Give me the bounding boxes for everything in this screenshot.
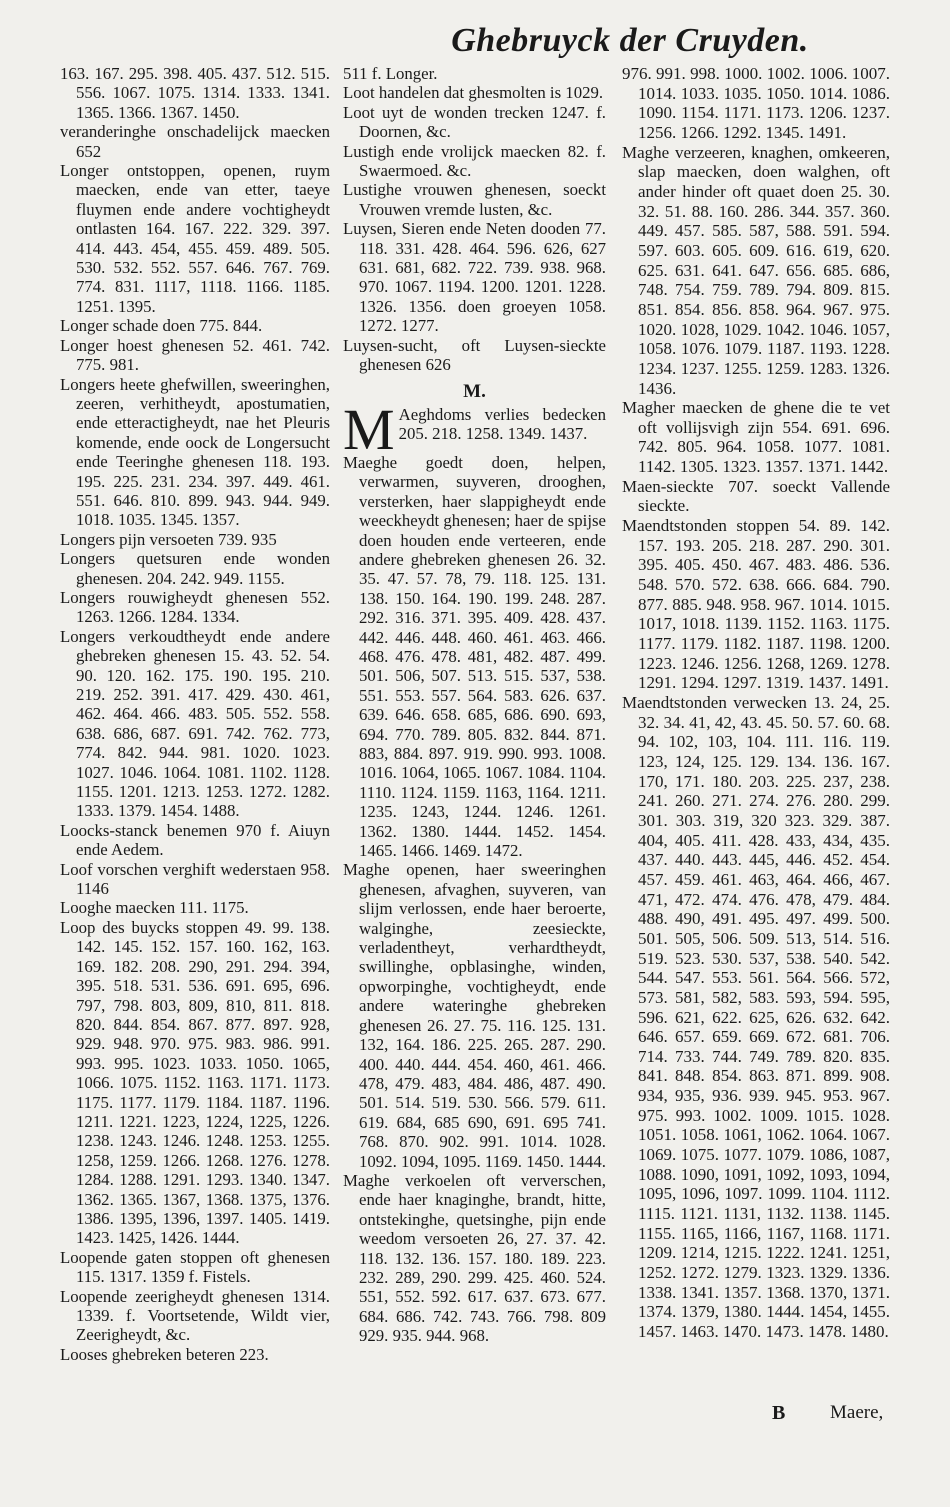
index-entry: Longer schade doen 775. 844. (60, 316, 263, 336)
index-entry: Lustigh ende vrolijck maecken 82. f. Swaermoed. &c. (343, 141, 606, 181)
index-entry: Longer hoest ghenesen 52. 461. 742. 775. 981. (60, 335, 330, 375)
index-entry-text: Aeghdoms verlies bedecken 205. 218. 1258. 1349. 1437. (398, 404, 606, 444)
index-entry: 976. 991. 998. 1000. 1002. 1006. 1007. 1014. 1033. 1035. 1050. 1014. 1086. 1090. 1154. 1171. 1173. 1206. 1237. 1256. 1266. 1292. 1345. 1491. (622, 64, 890, 142)
index-entry: Longers verkoudtheydt ende andere ghebreken ghenesen 15. 43. 52. 54. 90. 120. 162. 175. 190. 195. 210. 219. 252. 391. 417. 429. 430. 461, 462. 464. 466. 483. 505. 552. 558. 638. 686, 687. 691. 742. 762. 773, 774. 842. 944. 981. 1020. 1023. 1027. 1046. 1064. 1081. 1102. 1128. 1155. 1201. 1213. 1253. 1272. 1282. 1333. 1379. 1454. 1488. (60, 626, 330, 821)
index-entry: Looses ghebreken beteren 223. (60, 1344, 269, 1364)
index-entry: Maen-sieckte 707. soeckt Vallende sieckte. (622, 476, 890, 516)
index-column-1 (60, 64, 330, 1364)
index-entry: Longers pijn versoeten 739. 935 (60, 529, 277, 549)
index-entry: 163. 167. 295. 398. 405. 437. 512. 515. 556. 1067. 1075. 1314. 1333. 1341. 1365. 1366. 1367. 1450. (60, 64, 330, 122)
index-entry: Longers rouwigheydt ghenesen 552. 1263. 1266. 1284. 1334. (60, 587, 330, 627)
index-entry: Maghe verzeeren, knaghen, omkeeren, slap maecken, doen walghen, oft ander hinder oft quaet doen 25. 30. 32. 51. 88. 160. 286. 344. 357. 360. 449. 457. 585. 587, 588. 591. 594. 597. 603. 605. 609. 616. 619, 620. 625. 631. 641. 647. 656. 685. 686, 748. 754. 759. 789. 794. 809. 815. 851. 854. 856. 858. 964. 967. 975. 1020. 1028, 1029. 1042. 1046. 1057, 1058. 1076. 1079. 1187. 1193. 1228. 1234. 1237. 1255. 1259. 1283. 1326. 1436. (622, 142, 890, 398)
index-entry: Loot uyt de wonden trecken 1247. f. Doornen, &c. (343, 102, 606, 142)
index-entry: Loof vorschen verghift wederstaen 958. 1146 (60, 859, 330, 899)
index-entry: Loop des buycks stoppen 49. 99. 138. 142. 145. 152. 157. 160. 162, 163. 169. 182. 208. 290, 291. 294. 394, 395. 518. 531. 536. 691. 695, 696. 797, 798. 803, 809, 810, 811. 818. 820. 844. 854. 867. 877. 897. 928, 929. 948. 970. 975. 983. 986. 991. 993. 995. 1023. 1033. 1050. 1065, 1066. 1075. 1152. 1163. 1171. 1173. 1175. 1177. 1179. 1184. 1187. 1196. 1211. 1221. 1223, 1224, 1225, 1226. 1238. 1243. 1246. 1248. 1253. 1255. 1258, 1259. 1266. 1268. 1276. 1278. 1284. 1288. 1291. 1293. 1340. 1347. 1362. 1365. 1367, 1368. 1375, 1376. 1386. 1395, 1396, 1397. 1405. 1419. 1423. 1425, 1426. 1444. (60, 917, 330, 1248)
index-entry (343, 396, 606, 462)
index-entry: Luysen-sucht, oft Luysen-sieckte ghenesen 626 (343, 335, 606, 375)
index-entry: Maghe openen, haer sweeringhen ghenesen, afvaghen, suyveren, van slijm verlossen, ende haer beroerte, walginghe, zeesieckte, verladentheyt, verhardtheydt, swillinghe, opblasinghe, winden, opworpinghe, vochtigheydt, ende andere wateringhe ghebreken ghenesen 26. 27. 75. 116. 125. 131. 132, 164. 186. 225. 265. 287. 290. 400. 440. 444. 454. 460, 461. 466. 478, 479. 483, 484. 486, 487. 490. 501. 514. 519. 530. 566. 579. 611. 619. 684, 685 690, 691. 695 741. 768. 870. 902. 991. 1014. 1028. 1092. 1094, 1095. 1169. 1450. 1444. (343, 860, 606, 1171)
index-entry: 511 f. Longer. (343, 64, 438, 83)
index-entry: Longers quetsuren ende wonden ghenesen. 204. 242. 949. 1155. (60, 549, 330, 588)
index-entry: Magher maecken de ghene die te vet oft vollijsvigh zijn 554. 691. 696. 742. 805. 964. 1058. 1077. 1081. 1142. 1305. 1323. 1357. 1371. 1442. (622, 398, 890, 477)
index-entry: Maghe verkoelen oft ververschen, ende haer knaginghe, brandt, hitte, ontstekinghe, quetsinghe, pijn ende weedom versoeten 26, 27. 37. 42. 118. 132. 136. 157. 180. 189. 223. 232. 289, 290. 299. 425. 460. 524. 551, 552. 592. 617. 637. 673. 677. 684. 686. 742. 743. 766. 798. 809 929. 935. 944. 968. (343, 1170, 606, 1346)
running-header: Ghebruyck der Cruyden. (451, 22, 809, 59)
index-entry: Looghe maecken 111. 1175. (60, 898, 249, 918)
index-entry: Luysen, Sieren ende Neten dooden 77. 118. 331. 428. 464. 596. 626, 627 631. 681, 682. 722. 739. 938. 968. 970. 1067. 1194. 1200. 1201. 1228. 1326. 1356. doen groeyen 1058. 1272. 1277. (343, 219, 606, 336)
catchword: Maere, (830, 1402, 884, 1423)
index-entry: Maeghe goedt doen, helpen, verwarmen, suyveren, drooghen, versterken, haer slappigheydt ende weeckheydt ghenesen; haer de spijse doen houden ende verteeren, ende andere ghebreken ghenesen 26. 32. 35. 47. 57. 78, 79. 118. 125. 131. 138. 150. 164. 190. 199. 248. 287. 292. 316. 371. 395. 409. 428. 437. 442. 446. 448. 460. 461. 463. 466. 468. 476. 478. 481, 482. 487. 499. 501. 506, 507. 513. 515. 537, 538. 551. 553. 557. 564. 583. 626. 637. 639. 646. 658. 685, 686. 690. 693, 694. 770. 789. 805. 832. 844. 871. 883, 884. 897. 919. 990. 993. 1008. 1016. 1064, 1065. 1067. 1084. 1104. 1110. 1124. 1159. 1163, 1164. 1211. 1235. 1243, 1244. 1246. 1261. 1362. 1380. 1444. 1452. 1454. 1465. 1466. 1469. 1472. (343, 452, 606, 861)
index-entry: Loopende zeerigheydt ghenesen 1314. 1339. f. Voortsetende, Wildt vier, Zeerigheydt, &c. (60, 1286, 330, 1345)
index-entry: veranderinghe onschadelijck maecken 652 (60, 122, 330, 161)
index-entry: Lustighe vrouwen ghenesen, soeckt Vrouwen vremde lusten, &c. (343, 180, 606, 219)
signature-mark: B (772, 1402, 786, 1424)
index-entry: Maendtstonden verwecken 13. 24, 25. 32. 34. 41, 42, 43. 45. 50. 57. 60. 68. 94. 102, 103, 104. 111. 116. 119. 123, 124, 125. 129. 134. 136. 167. 170, 171. 180. 203. 225. 237, 238. 241. 260. 271. 274. 276. 280. 299. 301. 303. 319, 320 323. 329. 387. 404, 405. 411. 428. 433, 434, 435. 437. 440. 443. 445, 446. 452. 454. 457. 459. 461. 463, 464. 466, 467. 471, 472. 474. 476. 478, 479. 484. 488. 490, 491. 495. 497. 499. 500. 501. 505, 506. 509. 513, 514. 516. 519. 523. 530. 537, 538. 540. 542. 544. 547. 553. 561. 564. 566. 572, 573. 581, 582, 583. 593, 594. 595, 596. 621, 622. 625, 626. 632. 642. 646. 657. 659. 669. 672. 681. 706. 714. 733. 744. 749. 789. 820. 835. 841. 848. 854. 863. 871. 899. 908. 934, 935, 936. 939. 945. 953. 967. 975. 993. 1002. 1009. 1015. 1028. 1051. 1058. 1061, 1062. 1064. 1067. 1069. 1075. 1077. 1079. 1086, 1087, 1088. 1090, 1091, 1092, 1093, 1094, 1095, 1096, 1097. 1099. 1104. 1112. 1115. 1121. 1131, 1132. 1138. 1145. 1155. 1165, 1166, 1167, 1168. 1171. 1209. 1214, 1215. 1222. 1241. 1251, 1252. 1272. 1279. 1323. 1329. 1336. 1338. 1341. 1357. 1368. 1370, 1371. 1374. 1379, 1380. 1444. 1454, 1455. 1457. 1463. 1470. 1473. 1478. 1480. (622, 693, 890, 1341)
drop-cap: M (343, 396, 395, 462)
index-entry: Longers heete ghefwillen, sweeringhen, zeeren, verhitheydt, apostumatien, ende etteractigheydt, nae het Pleuris komende, ende oock de Longersucht ende Teeringhe ghenesen 118. 193. 195. 225. 231. 234. 397. 449. 461. 551. 646. 810. 899. 943. 944. 949. 1018. 1035. 1345. 1357. (60, 374, 330, 530)
index-column-2 (343, 64, 606, 1346)
index-entry: Loocks-stanck benemen 970 f. Aiuyn ende Aedem. (60, 820, 330, 860)
index-entry: Loopende gaten stoppen oft ghenesen 115. 1317. 1359 f. Fistels. (60, 1247, 330, 1287)
index-column-3 (622, 64, 890, 1342)
index-entry: Maendtstonden stoppen 54. 89. 142. 157. 193. 205. 218. 287. 290. 301. 395. 405. 450. 467. 483. 486. 536. 548. 570. 572. 638. 666. 684. 790. 877. 885. 948. 958. 967. 1014. 1015. 1017, 1018. 1139. 1152. 1163. 1175. 1177. 1179. 1182. 1187. 1198. 1200. 1223. 1246. 1256. 1268, 1269. 1278. 1291. 1294. 1297. 1319. 1437. 1491. (622, 516, 890, 693)
index-entry: Longer ontstoppen, openen, ruym maecken, ende van etter, taeye fluymen ende andere vochtigheydt ontlasten 164. 167. 222. 329. 397. 414. 443. 454, 455. 459. 489. 505. 530. 532. 552. 557. 646. 767. 769. 774. 831. 1117, 1118. 1166. 1185. 1251. 1395. (60, 161, 330, 316)
section-letter: M. (463, 380, 486, 402)
index-entry: Loot handelen dat ghesmolten is 1029. (343, 83, 604, 103)
